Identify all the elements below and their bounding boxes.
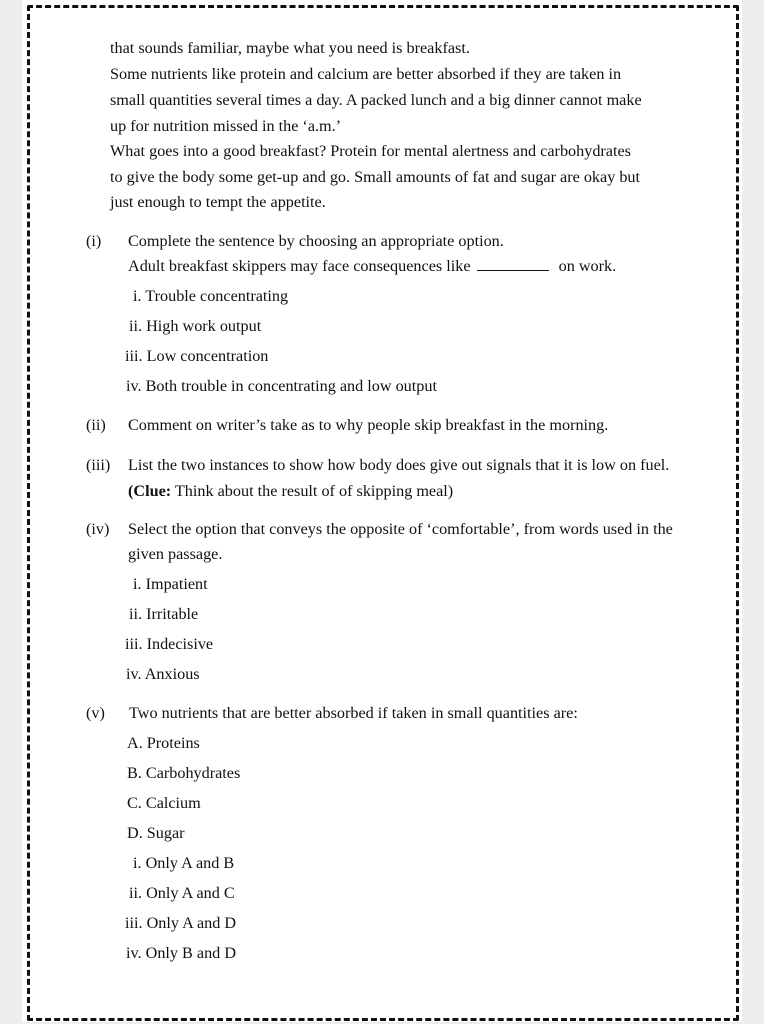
question-text: Two nutrients that are better absorbed if taken in small quantities are:: [129, 704, 578, 722]
sentence-after: on work.: [558, 257, 617, 275]
clue-text: [128, 481, 453, 501]
passage-line: to give the body some get-up and go. Small amounts of fat and sugar are okay but: [110, 168, 641, 186]
statement-item: C. Calcium: [127, 794, 201, 812]
question-number: (iv): [86, 520, 110, 538]
option-item: iv. Anxious: [126, 665, 200, 683]
option-item: i. Trouble concentrating: [133, 287, 289, 305]
question-number: (v): [86, 704, 105, 722]
option-item: i. Only A and B: [133, 854, 235, 872]
answer-blank: [477, 256, 549, 271]
option-item: i. Impatient: [133, 575, 208, 593]
question-text: Complete the sentence by choosing an appropriate option.: [128, 232, 504, 250]
option-item: ii. Only A and C: [129, 884, 235, 902]
option-item: ii. High work output: [129, 317, 262, 335]
question-text-continued: given passage.: [128, 545, 223, 563]
clue-body: Think about the result of of skipping meal): [171, 482, 454, 500]
passage-line: up for nutrition missed in the ‘a.m.’: [110, 117, 342, 135]
question-number: (i): [86, 232, 102, 250]
option-item: iv. Only B and D: [126, 944, 237, 962]
question-text: Select the option that conveys the opposite of ‘comfortable’, from words used in the: [128, 520, 673, 538]
question-number: (iii): [86, 456, 111, 474]
question-text: List the two instances to show how body does give out signals that it is low on fuel.: [128, 456, 670, 474]
sentence-before: Adult breakfast skippers may face consequences like: [128, 257, 471, 275]
passage-line: that sounds familiar, maybe what you need is breakfast.: [110, 39, 470, 57]
passage-line: small quantities several times a day. A packed lunch and a big dinner cannot make: [110, 91, 642, 109]
passage-line: just enough to tempt the appetite.: [110, 193, 326, 211]
statement-item: A. Proteins: [127, 734, 200, 752]
question-number: (ii): [86, 416, 106, 434]
option-item: iii. Only A and D: [125, 914, 237, 932]
statement-item: B. Carbohydrates: [127, 764, 241, 782]
option-item: iii. Indecisive: [125, 635, 214, 653]
statement-item: D. Sugar: [127, 824, 185, 842]
clue-label: (Clue:: [128, 482, 172, 500]
option-item: ii. Irritable: [129, 605, 199, 623]
option-item: iii. Low concentration: [125, 347, 269, 365]
fill-in-sentence: [128, 256, 616, 276]
passage-line: What goes into a good breakfast? Protein for mental alertness and carbohydrates: [110, 142, 631, 160]
option-item: iv. Both trouble in concentrating and low output: [126, 377, 437, 395]
question-text: Comment on writer’s take as to why people skip breakfast in the morning.: [128, 416, 609, 434]
passage-line: Some nutrients like protein and calcium are better absorbed if they are taken in: [110, 65, 622, 83]
